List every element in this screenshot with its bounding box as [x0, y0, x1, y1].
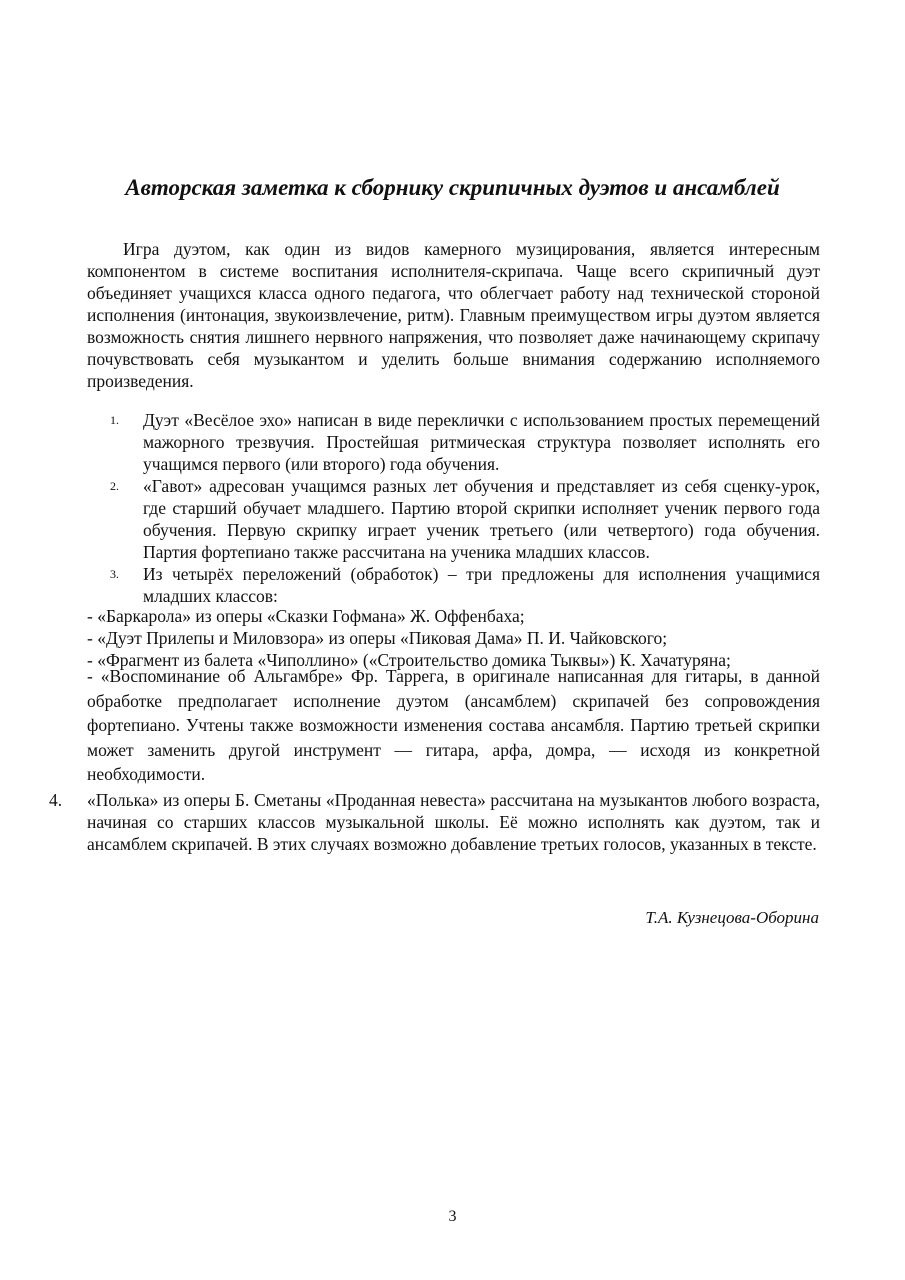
page-number: 3: [448, 1208, 457, 1225]
list-item-text: Дуэт «Весёлое эхо» написан в виде переклички с использованием простых перемещений мажорного трезвучия. Простейшая ритмическая структура позволяет исполнять его учащимся первого (или второго) года обучения.: [143, 410, 820, 474]
arrangement-line: - «Баркарола» из оперы «Сказки Гофмана» Ж. Оффенбаха;: [87, 606, 525, 626]
intro-paragraph: Игра дуэтом, как один из видов камерного музицирования, является интересным компонентом в системе воспитания исполнителя-скрипача. Чаще всего скрипичный дуэт объединяет учащихся класса одного педагога, что облегчает работу над технической стороной исполнения (интонация, звукоизвлечение, ритм). Главным преимуществом игры дуэтом является возможность снятия лишнего нервного напряжения, что позволяет даже начинающему скрипачу почувствовать себя музыкантом и уделить больше внимания содержанию исполняемого произведения.: [87, 239, 820, 391]
list-number: 2.: [110, 479, 119, 493]
list-item-text: «Полька» из оперы Б. Сметаны «Проданная невеста» рассчитана на музыкантов любого возраста, начиная со старших классов музыкальной школы. Её можно исполнять как дуэтом, так и ансамблем скрипачей. В этих случаях возможно добавление третьих голосов, указанных в тексте.: [87, 790, 820, 854]
list-number: 4.: [49, 790, 63, 810]
arrangement-paragraph: - «Воспоминание об Альгамбре» Фр. Таррега, в оригинале написанная для гитары, в данной обработке предполагает исполнение дуэтом (ансамблем) скрипачей без сопровождения фортепиано. Учтены также возможности изменения состава ансамбля. Партию третьей скрипки может заменить другой инструмент — гитара, арфа, домра, — исходя из конкретной необходимости.: [87, 666, 820, 784]
author-signature: Т.А. Кузнецова-Оборина: [645, 908, 819, 927]
list-item-1: [110, 409, 820, 475]
list-item-4: [49, 789, 820, 855]
list-number: 1.: [110, 413, 119, 427]
list-item-text: Из четырёх переложений (обработок) – три предложены для исполнения учащимися младших классов:: [143, 564, 820, 606]
arrangement-line: - «Дуэт Прилепы и Миловзора» из оперы «Пиковая Дама» П. И. Чайковского;: [87, 628, 668, 648]
arrangement-line: - «Фрагмент из балета «Чиполлино» («Строительство домика Тыквы») К. Хачатуряна;: [87, 650, 731, 670]
list-item-2: [110, 475, 820, 563]
list-item-text: «Гавот» адресован учащимся разных лет обучения и представляет из себя сценку-урок, где старший обучает младшего. Партию второй скрипки исполняет ученик первого года обучения. Первую скрипку играет ученик третьего (или четвертого) года обучения. Партия фортепиано также рассчитана на ученика младших классов.: [143, 476, 820, 562]
document-title: Авторская заметка к сборнику скрипичных дуэтов и ансамблей: [125, 175, 780, 200]
list-item-3: [110, 563, 820, 607]
list-number: 3.: [110, 567, 119, 581]
